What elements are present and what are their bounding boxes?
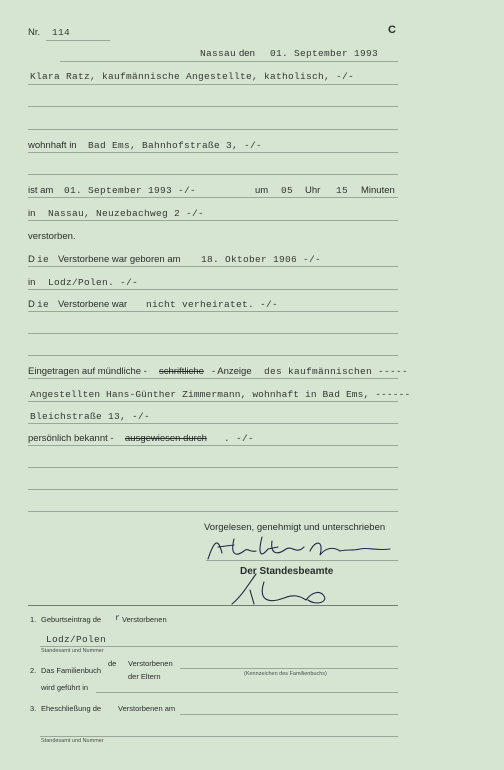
rule: [28, 174, 398, 175]
rule: [180, 714, 398, 715]
rule: [28, 333, 398, 334]
known-struck: ausgewiesen durch: [125, 433, 207, 444]
rule: [28, 266, 398, 267]
footnote-3-label: Eheschließung de: [41, 704, 102, 713]
footnote-1-caption: Standesamt und Nummer: [41, 648, 104, 654]
registration-label-1: Eingetragen auf mündliche -: [28, 366, 147, 377]
rule: [28, 129, 398, 130]
death-hour: 05: [281, 185, 294, 196]
marital-prefix: D: [28, 299, 35, 310]
rule: [96, 692, 398, 693]
death-minutes: 15: [336, 185, 349, 196]
rule: [28, 355, 398, 356]
birth-gender-insert: ie: [37, 254, 50, 265]
footnote-2-de: de: [108, 659, 117, 668]
registration-struck-1: schriftliche: [159, 366, 204, 377]
birth-in-label: in: [28, 277, 36, 288]
rule: [28, 401, 398, 402]
marital-gender-insert: ie: [37, 299, 50, 310]
uhr-label: Uhr: [305, 185, 321, 196]
rule: [40, 736, 398, 737]
rule: [28, 378, 398, 379]
record-date: 01. September 1993: [270, 48, 379, 59]
footnote-3-caption: Standesamt und Nummer: [41, 738, 104, 744]
birth-registry-office: Lodz/Polen: [46, 634, 107, 645]
footnote-3-label-2: Verstorbenen am: [118, 704, 176, 713]
rule: [28, 152, 398, 153]
rule: [28, 197, 398, 198]
footnote-3-number: 3.: [30, 704, 37, 713]
deceased-address: Bad Ems, Bahnhofstraße 3, -/-: [88, 140, 263, 151]
footnote-2-number: 2.: [30, 666, 37, 675]
footnote-2-caption: (Kennzeichen des Familienbuchs): [244, 671, 327, 677]
footnote-2-option-1: Verstorbenen: [128, 659, 173, 668]
birth-date: 18. Oktober 1906 -/-: [201, 254, 322, 265]
corner-letter: C: [388, 24, 396, 36]
registration-label-2: - Anzeige: [212, 366, 252, 377]
rule: [28, 106, 398, 107]
footnote-1-label-2: Verstorbenen: [122, 615, 167, 624]
wohnhaft-label: wohnhaft in: [28, 140, 77, 151]
footnote-2-label: Das Familienbuch: [41, 666, 102, 675]
death-date: 01. September 1993 -/-: [64, 185, 197, 196]
rule: [28, 289, 398, 290]
place-of-record: Nassau: [200, 48, 237, 59]
footnote-1-label: Geburtseintrag de: [41, 615, 102, 624]
footnote-2-option-2: der Eltern: [128, 672, 161, 681]
known-value: . -/-: [224, 433, 255, 444]
rule: [206, 560, 398, 561]
footnote-1-insert: r: [115, 614, 121, 623]
registrar-signature: [228, 570, 348, 610]
informant-signature: [200, 533, 400, 567]
verstorben-label: verstorben.: [28, 231, 76, 242]
registration-text-2: Angestellten Hans-Günther Zimmermann, wohnhaft in Bad Ems, ------: [30, 389, 411, 400]
rule: [28, 445, 398, 446]
den-label: den: [239, 48, 255, 59]
um-label: um: [255, 185, 269, 196]
rule: [40, 646, 398, 647]
known-label: persönlich bekannt -: [28, 433, 114, 444]
birth-place: Lodz/Polen. -/-: [48, 277, 139, 288]
rule: [28, 220, 398, 221]
birth-label: Verstorbene war geboren am: [58, 254, 181, 265]
footnote-2-line-2: wird geführt in: [41, 683, 89, 692]
rule: [28, 84, 398, 85]
death-place: Nassau, Neuzebachweg 2 -/-: [48, 208, 205, 219]
nr-label: Nr.: [28, 27, 41, 38]
nr-value: 114: [52, 27, 71, 38]
death-in-label: in: [28, 208, 36, 219]
marital-label: Verstorbene war: [58, 299, 128, 310]
birth-prefix: D: [28, 254, 35, 265]
rule: [28, 511, 398, 512]
rule: [28, 489, 398, 490]
registration-text-3: Bleichstraße 13, -/-: [30, 411, 151, 422]
rule: [28, 467, 398, 468]
rule: [28, 311, 398, 312]
nr-underline: [46, 40, 110, 41]
ist-am-label: ist am: [28, 185, 54, 196]
marital-status: nicht verheiratet. -/-: [146, 299, 279, 310]
read-approved-line: Vorgelesen, genehmigt und unterschrieben: [204, 522, 386, 533]
date-underline: [60, 61, 398, 62]
minuten-label: Minuten: [361, 185, 395, 196]
rule: [28, 423, 398, 424]
registrar-label: Der Standesbeamte: [240, 566, 334, 577]
rule: [28, 605, 398, 606]
deceased-name-line: Klara Ratz, kaufmännische Angestellte, katholisch, -/-: [30, 71, 355, 82]
registration-text-1: des kaufmännischen -----: [264, 366, 409, 377]
rule: [180, 668, 398, 669]
footnote-1-number: 1.: [30, 615, 37, 624]
